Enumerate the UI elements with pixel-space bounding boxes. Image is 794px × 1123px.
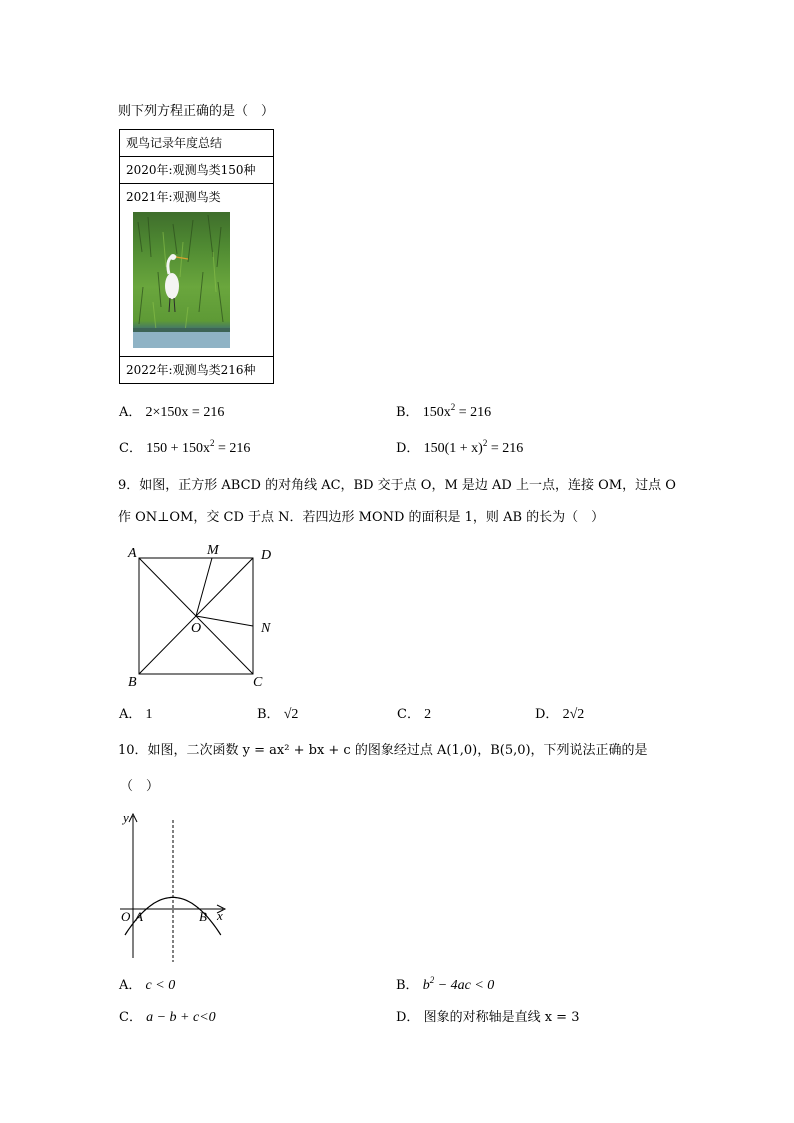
label-m: M [207, 543, 219, 558]
q8-option-c[interactable]: C． $150 + 150x^2 = 216$ [119, 438, 251, 456]
egret-image [133, 212, 230, 348]
q10-option-d[interactable]: D． 图象的对称轴是直线 x = 3 [396, 1010, 580, 1025]
q10-stem-line2: （ ） [120, 779, 160, 794]
q9-stem-line1: 9．如图，正方形 ABCD 的对角线 AC，BD 交于点 O，M 是边 AD 上一点，连接 OM，过点 O [118, 478, 676, 493]
q10-stem-line1: 10．如图，二次函数 y = ax² + bx + c 的图象经过点 A(1,0)，B(5,0)，下列说法正确的是 [118, 743, 648, 758]
egret-photo [133, 212, 230, 348]
label-y: y [123, 810, 129, 825]
q9-option-a[interactable]: A． 1 [119, 707, 153, 722]
q9-square-figure [120, 540, 285, 690]
label-point-b: B [199, 909, 207, 924]
q9-stem-line2: 作 ON⊥OM，交 CD 于点 N．若四边形 MOND 的面积是 1，则 AB 的长为（ ） [118, 510, 605, 525]
q10-option-c[interactable]: C． a − b + c<0 [119, 1010, 216, 1025]
table-row-2022: 2022年:观测鸟类216种 [120, 357, 274, 384]
q10-option-a[interactable]: A． c < 0 [119, 978, 176, 993]
label-b: B [128, 675, 137, 690]
q8-option-b[interactable]: B． $150x^2 = 216$ [396, 402, 492, 420]
q8-option-d[interactable]: D． $150(1 + x)^2 = 216$ [396, 438, 524, 456]
table-row-2020: 2020年:观测鸟类150种 [120, 157, 274, 184]
table-title: 观鸟记录年度总结 [120, 130, 274, 157]
q10-parabola-graph [115, 810, 235, 970]
label-n: N [261, 621, 271, 636]
label-x: x [217, 908, 223, 923]
label-point-a: A [135, 909, 143, 924]
table-row-2021: 2021年:观测鸟类 [126, 190, 221, 204]
question-intro: 则下列方程正确的是（ ） [118, 104, 275, 119]
q9-option-b[interactable]: B． √2 [257, 707, 299, 722]
q9-option-d[interactable]: D． 2√2 [535, 707, 585, 722]
label-origin: O [121, 909, 131, 924]
q8-option-a[interactable]: A． 2×150x = 216 [119, 405, 225, 420]
label-o: O [191, 621, 202, 636]
q10-option-b[interactable]: B． $b^2 - 4ac < 0$ [396, 975, 495, 993]
bird-record-table [119, 129, 274, 384]
label-c: C [253, 675, 263, 690]
label-a: A [128, 546, 137, 561]
label-d: D [261, 548, 272, 563]
q9-option-c[interactable]: C． 2 [397, 707, 432, 722]
